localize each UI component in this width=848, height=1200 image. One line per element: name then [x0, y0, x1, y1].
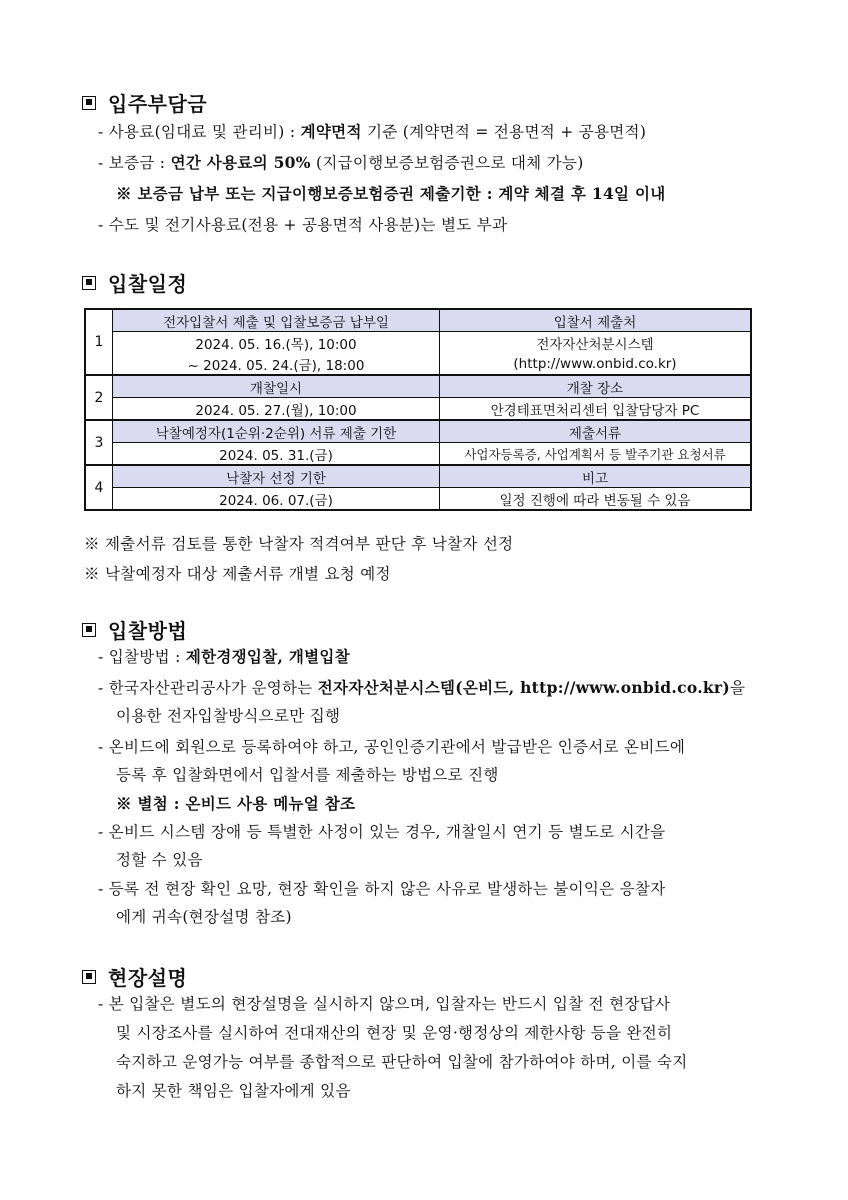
row-number: 1 — [85, 309, 113, 375]
table-header-cell: 전자입찰서 제출 및 입찰보증금 납부일 — [113, 309, 440, 332]
site-line: - 본 입찰은 별도의 현장설명을 실시하지 않으며, 입찰자는 반드시 입찰 전 현장답사 — [98, 995, 671, 1013]
section-title-text: 입주부담금 — [108, 92, 208, 116]
table-header-cell: 개찰일시 — [113, 375, 440, 398]
deposit-note: ※ 보증금 납부 또는 지급이행보증보험증권 제출기한 : 계약 체결 후 14일 이내 — [116, 184, 666, 203]
method-line — [98, 646, 350, 668]
square-bullet-icon — [82, 96, 96, 110]
method-note: ※ 별첨 : 온비드 사용 메뉴얼 참조 — [116, 794, 356, 813]
table-row — [85, 332, 751, 354]
square-bullet-icon — [82, 623, 96, 637]
section-title-text: 현장설명 — [108, 966, 188, 990]
table-cell: 2024. 05. 27.(월), 10:00 — [113, 398, 440, 421]
table-header-cell: 입찰서 제출처 — [440, 309, 752, 332]
section-title-method — [82, 615, 187, 644]
row-number: 2 — [85, 375, 113, 420]
section-title-text: 입찰일정 — [108, 272, 188, 296]
method-line: 이용한 전자입찰방식으로만 집행 — [116, 707, 341, 725]
table-header-cell: 제출서류 — [440, 420, 752, 443]
table-cell: 2024. 05. 31.(금) — [113, 443, 440, 466]
method-line: 정할 수 있음 — [116, 851, 203, 869]
method-line: - 온비드 시스템 장애 등 특별한 사정이 있는 경우, 개찰일시 연기 등 별도로 시간을 — [98, 823, 666, 841]
method-line: 에게 귀속(현장설명 참조) — [116, 908, 292, 926]
table-row — [85, 420, 751, 443]
table-header-cell: 개찰 장소 — [440, 375, 752, 398]
method-line: - 온비드에 회원으로 등록하여야 하고, 공인인증기관에서 발급받은 인증서로 온비드에 — [98, 738, 686, 756]
section-title-site — [82, 962, 187, 991]
table-row — [85, 353, 751, 375]
square-bullet-icon — [82, 970, 96, 984]
site-line: 숙지하고 운영가능 여부를 종합적으로 판단하여 입찰에 참가하여야 하며, 이를 숙지 — [116, 1053, 688, 1071]
method-line — [98, 677, 745, 699]
method-line: 등록 후 입찰화면에서 입찰서를 제출하는 방법으로 진행 — [116, 766, 499, 784]
table-row — [85, 398, 751, 421]
schedule-table — [84, 308, 752, 511]
square-bullet-icon — [82, 276, 96, 290]
text: - 한국자산관리공사가 운영하는 — [98, 679, 318, 697]
method-line: - 등록 전 현장 확인 요망, 현장 확인을 하지 않은 사유로 발생하는 불이익은 응찰자 — [98, 880, 666, 898]
bold-text: 연간 사용료의 50% — [170, 153, 311, 172]
table-row — [85, 443, 751, 466]
row-number: 4 — [85, 465, 113, 510]
bold-text: 전자자산처분시스템(온비드, http://www.onbid.co.kr) — [317, 678, 731, 697]
section-title-text: 입찰방법 — [108, 619, 188, 643]
table-header-cell: 비고 — [440, 465, 752, 488]
text: 기준 (계약면적 = 전용면적 + 공용면적) — [361, 123, 647, 141]
deposit-item-guarantee — [98, 152, 584, 174]
text: - 사용료(임대료 및 관리비) : — [98, 123, 301, 141]
row-number: 3 — [85, 420, 113, 465]
table-cell: 전자자산처분시스템 — [440, 332, 752, 354]
schedule-note: ※ 제출서류 검토를 통한 낙찰자 적격여부 판단 후 낙찰자 선정 — [84, 535, 514, 553]
table-header-cell: 낙찰자 선정 기한 — [113, 465, 440, 488]
table-header-cell: 낙찰예정자(1순위·2순위) 서류 제출 기한 — [113, 420, 440, 443]
site-line: 및 시장조사를 실시하여 전대재산의 현장 및 운영·행정상의 제한사항 등을 완전히 — [116, 1024, 673, 1042]
text: 을 — [730, 679, 746, 697]
table-cell: ~ 2024. 05. 24.(금), 18:00 — [113, 353, 440, 375]
deposit-item-usage-fee — [98, 121, 646, 143]
text: - 입찰방법 : — [98, 648, 186, 666]
table-cell: 2024. 05. 16.(목), 10:00 — [113, 332, 440, 354]
section-title-deposit — [82, 88, 207, 117]
section-title-schedule — [82, 268, 187, 297]
bold-text: 계약면적 — [300, 122, 362, 141]
table-row — [85, 488, 751, 511]
deposit-item-utilities — [98, 214, 507, 236]
bold-text: 제한경쟁입찰, 개별입찰 — [185, 647, 350, 666]
table-cell: 사업자등록증, 사업계획서 등 발주기관 요청서류 — [440, 443, 752, 466]
table-cell: (http://www.onbid.co.kr) — [440, 353, 752, 375]
schedule-note: ※ 낙찰예정자 대상 제출서류 개별 요청 예정 — [84, 565, 391, 583]
table-row — [85, 375, 751, 398]
text: - 수도 및 전기사용료(전용 + 공용면적 사용분)는 별도 부과 — [98, 216, 508, 234]
table-row — [85, 309, 751, 332]
table-cell: 일정 진행에 따라 변동될 수 있음 — [440, 488, 752, 511]
text: (지급이행보증보험증권으로 대체 가능) — [310, 154, 584, 172]
table-cell: 2024. 06. 07.(금) — [113, 488, 440, 511]
site-line: 하지 못한 책임은 입찰자에게 있음 — [116, 1082, 351, 1100]
table-cell: 안경테표면처리센터 입찰담당자 PC — [440, 398, 752, 421]
table-row — [85, 465, 751, 488]
text: - 보증금 : — [98, 154, 171, 172]
